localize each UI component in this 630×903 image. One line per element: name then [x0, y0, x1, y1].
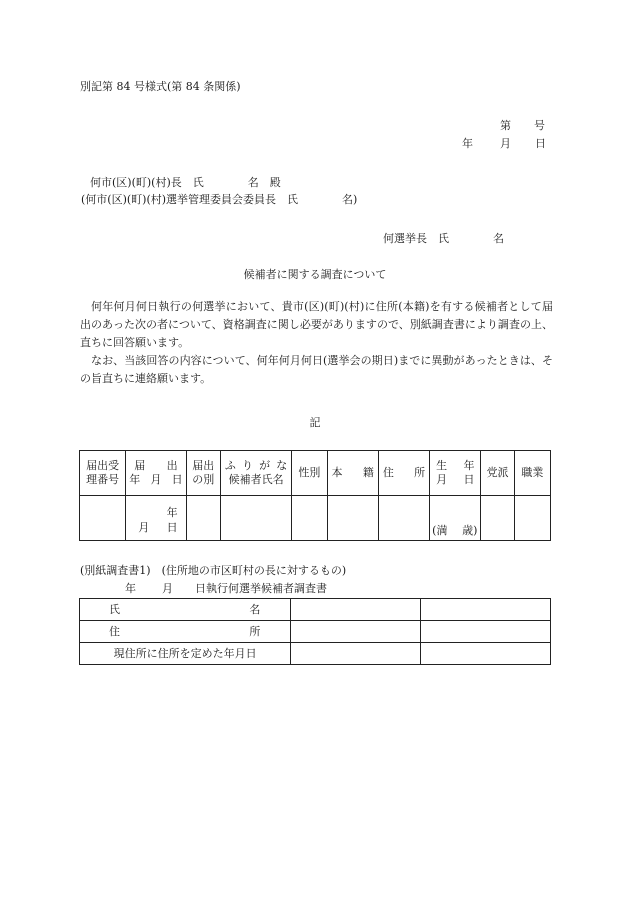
addressee-line-2: (何市(区)(町)(村)選挙管理委員会委員長 氏 名): [81, 193, 358, 206]
age-block: [430, 496, 480, 540]
cell-shimei-value-2[interactable]: [420, 599, 550, 621]
date-nen: 年: [462, 137, 473, 150]
sub-form-heading: [125, 582, 327, 595]
header-todokede-date: [126, 451, 186, 496]
table-row: [80, 643, 551, 665]
sub-form-title: (別紙調査書1) (住所地の市区町村の長に対するもの): [80, 564, 347, 577]
cell-honseki[interactable]: [327, 496, 378, 541]
header-todokede-line1: [126, 459, 185, 473]
label-jusho-text: [80, 625, 290, 639]
header-todokede-nen: 年: [129, 473, 141, 486]
label-shimei-text: [80, 603, 290, 617]
header-seinen-sei: 生: [436, 459, 448, 472]
sub-heading-nen: 年: [125, 582, 136, 595]
candidate-table: [79, 450, 551, 541]
table-row: [80, 496, 551, 541]
date-hi: 日: [535, 137, 546, 150]
header-uketsuke-line2: 理番号: [86, 473, 120, 486]
header-honseki-label: 本籍: [331, 466, 374, 479]
number-dai: 第: [500, 119, 511, 132]
header-shimei: 候補者氏名: [228, 473, 284, 486]
label-shimei-b: 名: [249, 602, 261, 616]
data-tsuki: 月: [138, 521, 150, 534]
cell-jusho-value-2[interactable]: [420, 621, 550, 643]
number-go: 号: [534, 119, 545, 132]
cell-toha[interactable]: [481, 496, 514, 541]
cell-jusho-value-1[interactable]: [291, 621, 420, 643]
body-paragraph-1: 何年何月何日執行の何選挙において、貴市(区)(町)(村)に住所(本籍)を有する候補者として届出のあった次の者について、資格調査に関し必要がありますので、別紙調査書により調査の上、直ちに回答願います。: [80, 300, 553, 349]
ki-marker: 記: [309, 416, 321, 429]
header-honseki: [327, 451, 378, 496]
header-toha: 党派: [481, 451, 514, 496]
table-row: [80, 621, 551, 643]
subject-title: 候補者に関する調査について: [243, 268, 387, 281]
todokede-date-block: [126, 496, 185, 540]
header-seinen-line2: [430, 473, 480, 487]
form-reference: 別記第 84 号様式(第 84 条関係): [80, 80, 241, 93]
header-todokede-betsu: [186, 451, 220, 496]
header-betsu-line2: の別: [192, 473, 215, 486]
label-residence-date: 現住所に住所を定めた年月日: [80, 643, 291, 665]
header-todokede-b: 出: [166, 459, 178, 472]
header-todokede-tsuki: 月: [150, 473, 162, 486]
age-close: 歳): [462, 524, 478, 537]
body-text: [80, 298, 553, 388]
header-seinen-line1: [430, 459, 480, 473]
cell-uketsuke[interactable]: [80, 496, 126, 541]
cell-seinengappi[interactable]: [430, 496, 481, 541]
header-todokede-a: 届: [134, 459, 146, 472]
header-betsu-line1: 届出: [192, 459, 215, 472]
sub-heading-rest: 日執行何選挙候補者調査書: [195, 582, 327, 595]
cell-candidate-name[interactable]: [220, 496, 291, 541]
header-uketsuke: [80, 451, 126, 496]
header-seinen-nen: 年: [463, 459, 475, 472]
label-jusho-b: 所: [249, 624, 261, 638]
cell-shokugyo[interactable]: [514, 496, 550, 541]
label-jusho-a: 住: [109, 624, 120, 638]
table-header-row: [80, 451, 551, 496]
survey-table: [79, 598, 551, 665]
header-furigana: ふりがな: [224, 459, 288, 472]
label-shimei: [80, 599, 291, 621]
cell-seibetsu[interactable]: [292, 496, 327, 541]
header-candidate-name: [220, 451, 291, 496]
header-seinengappi: [430, 451, 481, 496]
cell-residence-date-value-2[interactable]: [420, 643, 550, 665]
body-paragraph-2: なお、当該回答の内容について、何年何月何日(選挙会の期日)までに異動があったときは、その旨直ちに連絡願います。: [80, 354, 553, 385]
cell-jusho[interactable]: [378, 496, 429, 541]
data-month-day: [138, 521, 177, 535]
header-shokugyo: 職業: [514, 451, 550, 496]
header-todokede-hi: 日: [171, 473, 183, 486]
cell-todokede-date[interactable]: [126, 496, 186, 541]
cell-shimei-value-1[interactable]: [291, 599, 420, 621]
header-seinen-hi: 日: [463, 473, 475, 486]
header-seinen-tsuki: 月: [436, 473, 448, 486]
age-line: [432, 524, 477, 538]
data-nen: 年: [166, 506, 178, 519]
data-hi: 日: [166, 521, 178, 534]
header-uketsuke-line1: 届出受: [86, 459, 120, 472]
header-seibetsu: 性別: [292, 451, 327, 496]
label-shimei-a: 氏: [109, 602, 120, 616]
header-todokede-line2: [126, 473, 185, 487]
addressee-line-1: 何市(区)(町)(村)長 氏 名 殿: [90, 176, 281, 189]
sub-heading-tsuki: 月: [162, 582, 173, 595]
age-open: (満: [432, 524, 448, 537]
label-jusho: [80, 621, 291, 643]
cell-betsu[interactable]: [186, 496, 220, 541]
header-jusho: [378, 451, 429, 496]
date-tsuki: 月: [500, 137, 511, 150]
sender: 何選挙長 氏 名: [383, 232, 504, 245]
cell-residence-date-value-1[interactable]: [291, 643, 420, 665]
table-row: [80, 599, 551, 621]
header-jusho-label: 住所: [382, 466, 426, 479]
